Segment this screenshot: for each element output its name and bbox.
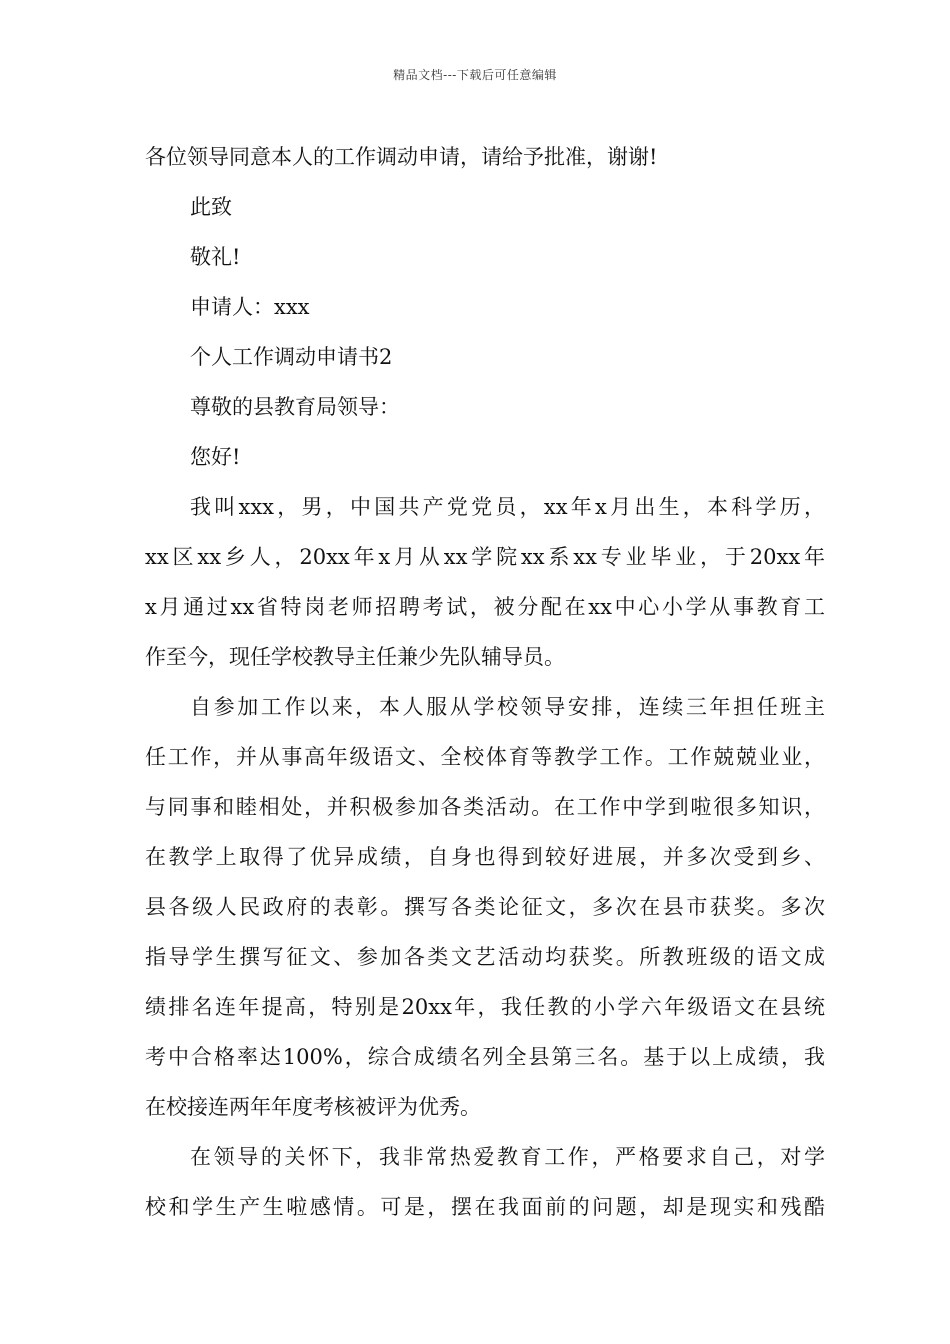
text-line: 校和学生产生啦感情。可是，摆在我面前的问题，却是现实和残酷 xyxy=(145,1195,825,1219)
text-line: 与同事和睦相处，并积极参加各类活动。在工作中学到啦很多知识， xyxy=(145,795,825,819)
applicant-signature: 申请人：xxx xyxy=(190,295,310,319)
text-line: 考中合格率达100%，综合成绩名列全县第三名。基于以上成绩，我 xyxy=(145,1045,825,1069)
closing-salutation: 此致 xyxy=(190,195,232,219)
text-line: 在领导的关怀下，我非常热爱教育工作，严格要求自己，对学 xyxy=(190,1145,825,1169)
text-line: 作至今，现任学校教导主任兼少先队辅导员。 xyxy=(145,645,565,669)
text-line: xx区xx乡人，20xx年x月从xx学院xx系xx专业毕业，于20xx年 xyxy=(145,545,825,569)
document-body xyxy=(145,132,825,1232)
text-line: 指导学生撰写征文、参加各类文艺活动均获奖。所教班级的语文成 xyxy=(145,945,825,969)
letter-greeting: 您好! xyxy=(190,445,241,469)
text-line: 在教学上取得了优异成绩，自身也得到较好进展，并多次受到乡、 xyxy=(145,845,825,869)
closing-regards: 敬礼! xyxy=(190,245,241,269)
text-line: 各位领导同意本人的工作调动申请，请给予批准，谢谢! xyxy=(145,145,658,169)
section-title: 个人工作调动申请书2 xyxy=(190,345,393,369)
text-line: 县各级人民政府的表彰。撰写各类论征文，多次在县市获奖。多次 xyxy=(145,895,825,919)
text-line: 我叫xxx，男，中国共产党党员，xx年x月出生，本科学历， xyxy=(190,495,825,519)
letter-addressee: 尊敬的县教育局领导： xyxy=(190,395,400,419)
text-line: 任工作，并从事高年级语文、全校体育等教学工作。工作兢兢业业， xyxy=(145,745,825,769)
text-line: 绩排名连年提高，特别是20xx年，我任教的小学六年级语文在县统 xyxy=(145,995,825,1019)
page-header: 精品文档---下载后可任意编辑 xyxy=(393,68,557,82)
text-line: x月通过xx省特岗老师招聘考试，被分配在xx中心小学从事教育工 xyxy=(145,595,825,619)
text-line: 在校接连两年年度考核被评为优秀。 xyxy=(145,1095,481,1119)
text-line: 自参加工作以来，本人服从学校领导安排，连续三年担任班主 xyxy=(190,695,825,719)
